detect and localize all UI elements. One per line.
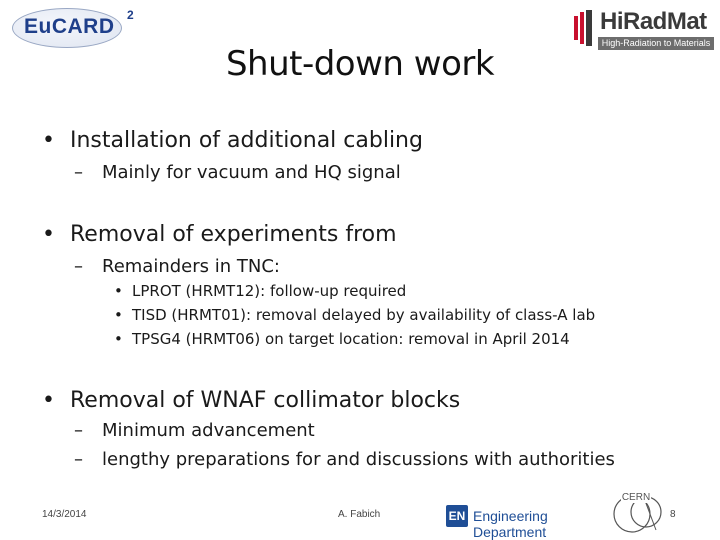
sub-sub-bullet-item-2-1-1: LPROT (HRMT12): follow-up required (132, 282, 407, 300)
sub-sub-bullet-marker: • (114, 306, 123, 324)
sub-bullet-marker: – (74, 162, 83, 183)
en-logo-badge: EN (446, 505, 468, 527)
eucard-logo-superscript: 2 (127, 8, 134, 22)
sub-bullet-item-3-2: lengthy preparations for and discussions with authorities (102, 449, 615, 470)
cern-logo-text: CERN (621, 492, 651, 503)
bullet-marker: • (42, 128, 55, 153)
bullet-item-1: Installation of additional cabling (70, 128, 423, 153)
sub-bullet-item-1-1: Mainly for vacuum and HQ signal (102, 162, 401, 183)
bullet-marker: • (42, 222, 55, 247)
hiradmat-logo-name: HiRadMat (600, 8, 707, 35)
sub-sub-bullet-item-2-1-3: TPSG4 (HRMT06) on target location: removal in April 2014 (132, 330, 570, 348)
footer-date: 14/3/2014 (42, 509, 87, 520)
footer-author: A. Fabich (338, 509, 381, 520)
bullet-item-3: Removal of WNAF collimator blocks (70, 388, 461, 413)
cern-logo-icon (610, 484, 666, 536)
hiradmat-logo-tagline: High-Radiation to Materials (598, 37, 714, 50)
page-number: 8 (670, 509, 676, 520)
en-logo-text: Engineering Department (473, 508, 548, 540)
bullet-item-2: Removal of experiments from (70, 222, 397, 247)
sub-sub-bullet-marker: • (114, 330, 123, 348)
sub-bullet-marker: – (74, 420, 83, 441)
sub-bullet-marker: – (74, 256, 83, 277)
eucard-logo-main: EuCARD (24, 15, 115, 38)
bullet-marker: • (42, 388, 55, 413)
slide-title: Shut-down work (225, 44, 495, 84)
sub-sub-bullet-item-2-1-2: TISD (HRMT01): removal delayed by availability of class-A lab (132, 306, 596, 324)
sub-bullet-marker: – (74, 449, 83, 470)
sub-bullet-item-2-1: Remainders in TNC: (102, 256, 280, 277)
sub-sub-bullet-marker: • (114, 282, 123, 300)
sub-bullet-item-3-1: Minimum advancement (102, 420, 315, 441)
engineering-department-logo (446, 505, 606, 540)
